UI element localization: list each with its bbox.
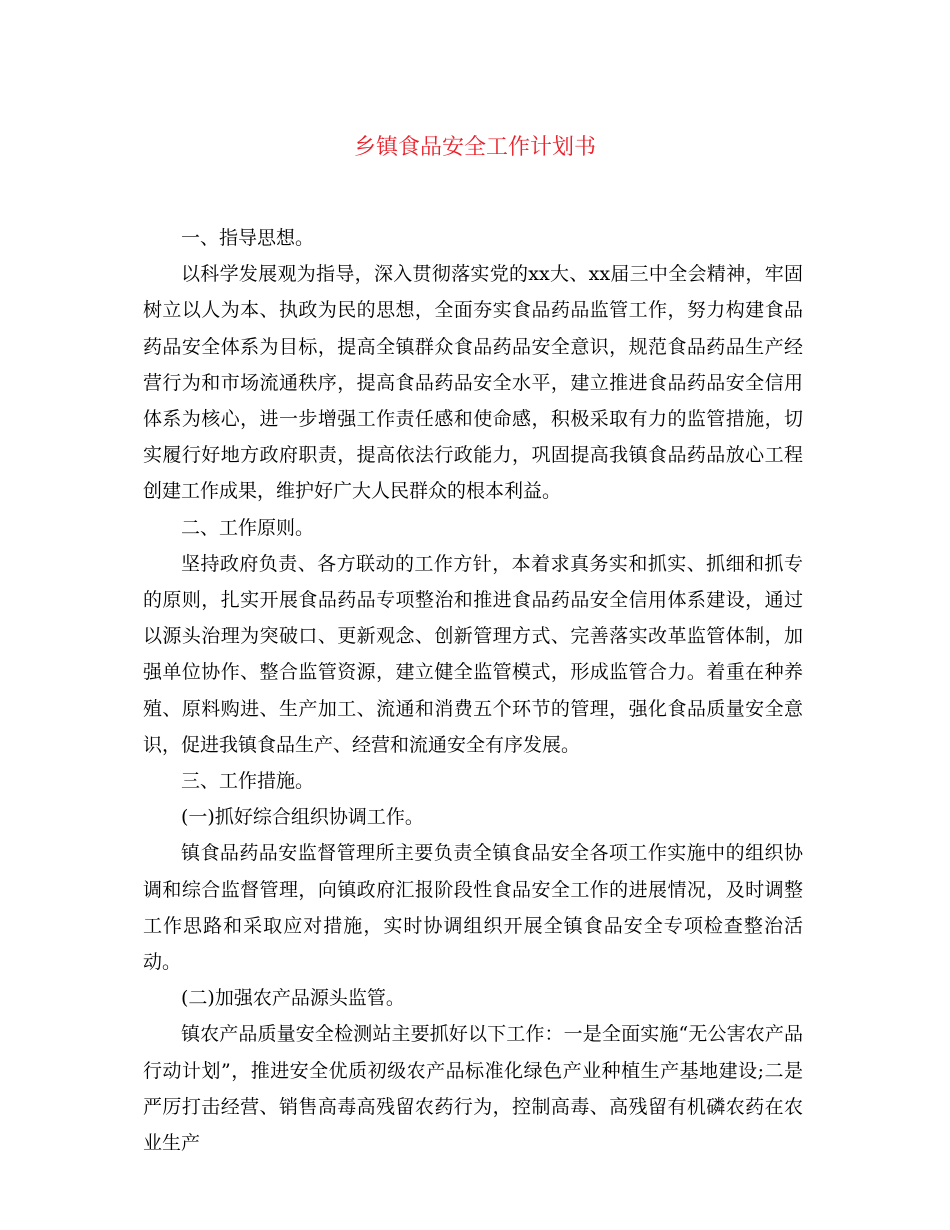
subheading-source-supervision: (二)加强农产品源头监管。 [181,987,405,1010]
subheading-coordination: (一)抓好综合组织协调工作。 [181,806,424,829]
paragraph-guiding-ideology: 以科学发展观为指导，深入贯彻落实党的xx大、xx届三中全会精神，牢固树立以人为本、执政为民的思想，全面夯实食品药品监管工作，努力构建食品药品安全体系为目标，提高全镇群众食品药品安全意识，规范食品药品生产经营行为和市场流通秩序，提高食品药品安全水平，建立推进食品药品安全信用体系为核心，进一步增强工作责任感和使命感，积极采取有力的监管措施，切实履行好地方政府职责，提高依法行政能力，巩固提高我镇食品药品放心工程创建工作成果，维护好广大人民群众的根本利益。 [143,263,803,503]
paragraph-coordination: 镇食品药品安监督管理所主要负责全镇食品安全各项工作实施中的组织协调和综合监督管理，向镇政府汇报阶段性食品安全工作的进展情况，及时调整工作思路和采取应对措施，实时协调组织开展全镇食品安全专项检查整治活动。 [143,842,803,974]
document-title: 乡镇食品安全工作计划书 [353,135,596,160]
section-heading-work-principles: 二、工作原则。 [181,516,315,539]
section-heading-work-measures: 三、工作措施。 [181,770,315,793]
section-heading-guiding-ideology: 一、指导思想。 [181,227,315,249]
document-body [143,220,803,1161]
paragraph-source-supervision: 镇农产品质量安全检测站主要抓好以下工作：一是全面实施“无公害农产品行动计划”，推进安全优质初级农产品标准化绿色产业种植生产基地建设;二是严厉打击经营、销售高毒高残留农药行为，控制高毒、高残留有机磷农药在农业生产 [143,1023,803,1155]
paragraph-work-principles: 坚持政府负责、各方联动的工作方针，本着求真务实和抓实、抓细和抓专的原则，扎实开展食品药品专项整治和推进食品药品安全信用体系建设，通过以源头治理为突破口、更新观念、创新管理方式、完善落实改革监管体制，加强单位协作、整合监管资源，建立健全监管模式，形成监管合力。着重在种养殖、原料购进、生产加工、流通和消费五个环节的管理，强化食品质量安全意识，促进我镇食品生产、经营和流通安全有序发展。 [143,552,803,756]
